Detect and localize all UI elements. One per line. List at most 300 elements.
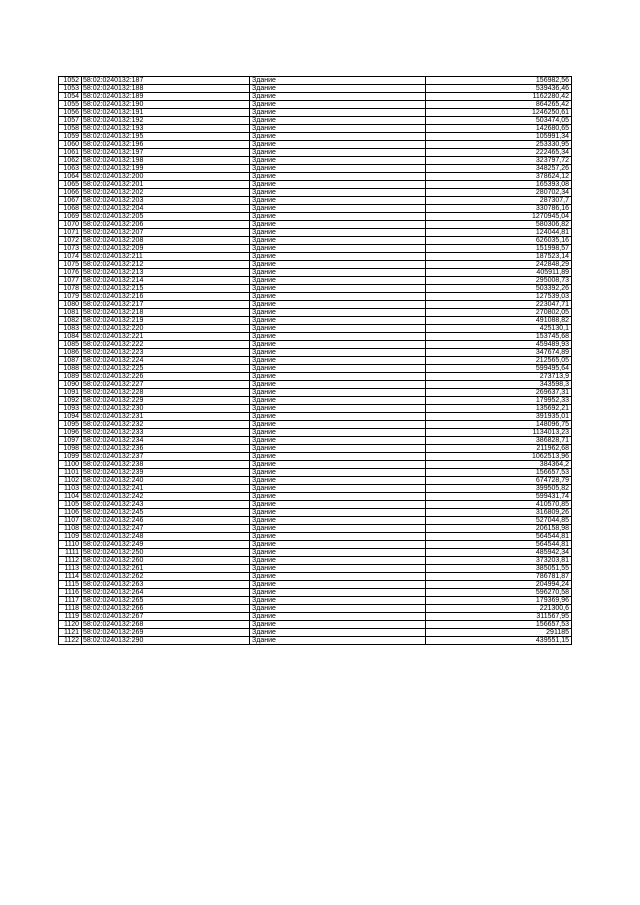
object-type-cell: Здание (250, 477, 426, 485)
cadastral-number-cell: 58:02:0240132:189 (82, 93, 250, 101)
cadastral-number-cell: 58:02:0240132:267 (82, 613, 250, 621)
table-row (59, 101, 572, 109)
cadastral-number-cell: 58:02:0240132:221 (82, 333, 250, 341)
table-row (59, 581, 572, 589)
row-number-cell: 1054 (59, 93, 82, 101)
cadastral-number-cell: 58:02:0240132:234 (82, 437, 250, 445)
object-type-cell: Здание (250, 461, 426, 469)
cadastral-value-cell: 786781,87 (426, 573, 572, 581)
row-number-cell: 1080 (59, 301, 82, 309)
table-row (59, 277, 572, 285)
row-number-cell: 1087 (59, 357, 82, 365)
cadastral-number-cell: 58:02:0240132:227 (82, 381, 250, 389)
table-row (59, 365, 572, 373)
cadastral-value-cell: 204994,24 (426, 581, 572, 589)
cadastral-value-cell: 405911,89 (426, 269, 572, 277)
table-row (59, 349, 572, 357)
table-row (59, 429, 572, 437)
object-type-cell: Здание (250, 189, 426, 197)
object-type-cell: Здание (250, 453, 426, 461)
table-row (59, 637, 572, 645)
table-row (59, 189, 572, 197)
table-row (59, 229, 572, 237)
table-row (59, 293, 572, 301)
row-number-cell: 1056 (59, 109, 82, 117)
table-row (59, 373, 572, 381)
cadastral-number-cell: 58:02:0240132:193 (82, 125, 250, 133)
row-number-cell: 1082 (59, 317, 82, 325)
object-type-cell: Здание (250, 573, 426, 581)
cadastral-number-cell: 58:02:0240132:206 (82, 221, 250, 229)
cadastral-number-cell: 58:02:0240132:219 (82, 317, 250, 325)
row-number-cell: 1063 (59, 165, 82, 173)
cadastral-value-cell: 1134013,23 (426, 429, 572, 437)
object-type-cell: Здание (250, 549, 426, 557)
table-row (59, 261, 572, 269)
cadastral-number-cell: 58:02:0240132:228 (82, 389, 250, 397)
row-number-cell: 1101 (59, 469, 82, 477)
object-type-cell: Здание (250, 253, 426, 261)
row-number-cell: 1105 (59, 501, 82, 509)
table-row (59, 541, 572, 549)
cadastral-number-cell: 58:02:0240132:224 (82, 357, 250, 365)
table-row (59, 597, 572, 605)
table-row (59, 613, 572, 621)
object-type-cell: Здание (250, 365, 426, 373)
cadastral-number-cell: 58:02:0240132:222 (82, 341, 250, 349)
cadastral-number-cell: 58:02:0240132:250 (82, 549, 250, 557)
table-row (59, 469, 572, 477)
table-row (59, 381, 572, 389)
cadastral-number-cell: 58:02:0240132:264 (82, 589, 250, 597)
row-number-cell: 1108 (59, 525, 82, 533)
cadastral-value-cell: 242848,29 (426, 261, 572, 269)
object-type-cell: Здание (250, 493, 426, 501)
object-type-cell: Здание (250, 157, 426, 165)
cadastral-value-cell: 105991,34 (426, 133, 572, 141)
row-number-cell: 1095 (59, 421, 82, 429)
cadastral-number-cell: 58:02:0240132:190 (82, 101, 250, 109)
object-type-cell: Здание (250, 405, 426, 413)
row-number-cell: 1104 (59, 493, 82, 501)
cadastral-value-cell: 599431,74 (426, 493, 572, 501)
row-number-cell: 1089 (59, 373, 82, 381)
cadastral-number-cell: 58:02:0240132:243 (82, 501, 250, 509)
table-row (59, 605, 572, 613)
table-row (59, 341, 572, 349)
row-number-cell: 1103 (59, 485, 82, 493)
cadastral-value-cell: 151998,57 (426, 245, 572, 253)
object-type-cell: Здание (250, 413, 426, 421)
row-number-cell: 1073 (59, 245, 82, 253)
cadastral-number-cell: 58:02:0240132:187 (82, 77, 250, 85)
row-number-cell: 1071 (59, 229, 82, 237)
row-number-cell: 1059 (59, 133, 82, 141)
object-type-cell: Здание (250, 525, 426, 533)
cadastral-value-cell: 270802,05 (426, 309, 572, 317)
cadastral-number-cell: 58:02:0240132:217 (82, 301, 250, 309)
row-number-cell: 1092 (59, 397, 82, 405)
table-row (59, 173, 572, 181)
table-row (59, 205, 572, 213)
cadastral-value-cell: 485942,34 (426, 549, 572, 557)
table-row (59, 357, 572, 365)
row-number-cell: 1099 (59, 453, 82, 461)
table-row (59, 325, 572, 333)
cadastral-number-cell: 58:02:0240132:249 (82, 541, 250, 549)
row-number-cell: 1121 (59, 629, 82, 637)
row-number-cell: 1085 (59, 341, 82, 349)
cadastral-number-cell: 58:02:0240132:205 (82, 213, 250, 221)
cadastral-value-cell: 674728,79 (426, 477, 572, 485)
cadastral-number-cell: 58:02:0240132:207 (82, 229, 250, 237)
object-type-cell: Здание (250, 597, 426, 605)
table-row (59, 421, 572, 429)
cadastral-value-cell: 1270945,04 (426, 213, 572, 221)
cadastral-number-cell: 58:02:0240132:261 (82, 565, 250, 573)
cadastral-value-cell: 580306,82 (426, 221, 572, 229)
object-type-cell: Здание (250, 429, 426, 437)
cadastral-number-cell: 58:02:0240132:262 (82, 573, 250, 581)
cadastral-number-cell: 58:02:0240132:196 (82, 141, 250, 149)
cadastral-value-cell: 596270,58 (426, 589, 572, 597)
cadastral-value-cell: 156982,56 (426, 77, 572, 85)
table-row (59, 493, 572, 501)
row-number-cell: 1075 (59, 261, 82, 269)
cadastral-number-cell: 58:02:0240132:188 (82, 85, 250, 93)
cadastral-number-cell: 58:02:0240132:202 (82, 189, 250, 197)
object-type-cell: Здание (250, 605, 426, 613)
cadastral-value-cell: 378624,12 (426, 173, 572, 181)
object-type-cell: Здание (250, 437, 426, 445)
cadastral-number-cell: 58:02:0240132:212 (82, 261, 250, 269)
table-row (59, 629, 572, 637)
row-number-cell: 1055 (59, 101, 82, 109)
row-number-cell: 1068 (59, 205, 82, 213)
cadastral-number-cell: 58:02:0240132:220 (82, 325, 250, 333)
object-type-cell: Здание (250, 261, 426, 269)
object-type-cell: Здание (250, 349, 426, 357)
cadastral-number-cell: 58:02:0240132:211 (82, 253, 250, 261)
cadastral-number-cell: 58:02:0240132:197 (82, 149, 250, 157)
cadastral-value-cell: 311567,95 (426, 613, 572, 621)
row-number-cell: 1110 (59, 541, 82, 549)
object-type-cell: Здание (250, 237, 426, 245)
cadastral-number-cell: 58:02:0240132:213 (82, 269, 250, 277)
row-number-cell: 1079 (59, 293, 82, 301)
table-row (59, 477, 572, 485)
table-row (59, 197, 572, 205)
object-type-cell: Здание (250, 221, 426, 229)
object-type-cell: Здание (250, 85, 426, 93)
row-number-cell: 1119 (59, 613, 82, 621)
cadastral-number-cell: 58:02:0240132:233 (82, 429, 250, 437)
object-type-cell: Здание (250, 125, 426, 133)
table-body (59, 77, 572, 645)
cadastral-number-cell: 58:02:0240132:269 (82, 629, 250, 637)
cadastral-value-cell: 221300,6 (426, 605, 572, 613)
row-number-cell: 1076 (59, 269, 82, 277)
cadastral-value-cell: 491088,82 (426, 317, 572, 325)
row-number-cell: 1064 (59, 173, 82, 181)
cadastral-value-cell: 287307,7 (426, 197, 572, 205)
cadastral-number-cell: 58:02:0240132:242 (82, 493, 250, 501)
row-number-cell: 1098 (59, 445, 82, 453)
object-type-cell: Здание (250, 565, 426, 573)
cadastral-value-cell: 206158,98 (426, 525, 572, 533)
table-row (59, 149, 572, 157)
object-type-cell: Здание (250, 101, 426, 109)
row-number-cell: 1086 (59, 349, 82, 357)
object-type-cell: Здание (250, 621, 426, 629)
row-number-cell: 1114 (59, 573, 82, 581)
cadastral-value-cell: 148096,75 (426, 421, 572, 429)
object-type-cell: Здание (250, 381, 426, 389)
table-row (59, 549, 572, 557)
cadastral-value-cell: 1062513,96 (426, 453, 572, 461)
table-row (59, 461, 572, 469)
table-row (59, 509, 572, 517)
cadastral-number-cell: 58:02:0240132:240 (82, 477, 250, 485)
cadastral-number-cell: 58:02:0240132:290 (82, 637, 250, 645)
table-row (59, 85, 572, 93)
object-type-cell: Здание (250, 109, 426, 117)
cadastral-number-cell: 58:02:0240132:268 (82, 621, 250, 629)
row-number-cell: 1093 (59, 405, 82, 413)
table-row (59, 77, 572, 85)
object-type-cell: Здание (250, 213, 426, 221)
object-type-cell: Здание (250, 77, 426, 85)
row-number-cell: 1057 (59, 117, 82, 125)
table-row (59, 93, 572, 101)
cadastral-value-cell: 373203,81 (426, 557, 572, 565)
table-row (59, 157, 572, 165)
table-row (59, 269, 572, 277)
cadastral-value-cell: 211962,68 (426, 445, 572, 453)
object-type-cell: Здание (250, 397, 426, 405)
object-type-cell: Здание (250, 277, 426, 285)
row-number-cell: 1058 (59, 125, 82, 133)
cadastral-number-cell: 58:02:0240132:215 (82, 285, 250, 293)
row-number-cell: 1112 (59, 557, 82, 565)
object-type-cell: Здание (250, 629, 426, 637)
cadastral-value-cell: 564544,81 (426, 533, 572, 541)
row-number-cell: 1102 (59, 477, 82, 485)
cadastral-value-cell: 269637,31 (426, 389, 572, 397)
object-type-cell: Здание (250, 541, 426, 549)
object-type-cell: Здание (250, 165, 426, 173)
object-type-cell: Здание (250, 341, 426, 349)
cadastral-number-cell: 58:02:0240132:223 (82, 349, 250, 357)
table-row (59, 221, 572, 229)
row-number-cell: 1066 (59, 189, 82, 197)
cadastral-value-cell: 156657,53 (426, 621, 572, 629)
cadastral-number-cell: 58:02:0240132:226 (82, 373, 250, 381)
cadastral-number-cell: 58:02:0240132:208 (82, 237, 250, 245)
table-row (59, 445, 572, 453)
cadastral-number-cell: 58:02:0240132:237 (82, 453, 250, 461)
table-row (59, 301, 572, 309)
cadastral-value-cell: 124044,81 (426, 229, 572, 237)
cadastral-number-cell: 58:02:0240132:203 (82, 197, 250, 205)
table-row (59, 165, 572, 173)
cadastral-number-cell: 58:02:0240132:225 (82, 365, 250, 373)
row-number-cell: 1052 (59, 77, 82, 85)
row-number-cell: 1096 (59, 429, 82, 437)
table-row (59, 213, 572, 221)
cadastral-number-cell: 58:02:0240132:266 (82, 605, 250, 613)
table-row (59, 501, 572, 509)
row-number-cell: 1107 (59, 517, 82, 525)
cadastral-number-cell: 58:02:0240132:201 (82, 181, 250, 189)
table-row (59, 565, 572, 573)
object-type-cell: Здание (250, 149, 426, 157)
cadastral-number-cell: 58:02:0240132:265 (82, 597, 250, 605)
cadastral-number-cell: 58:02:0240132:260 (82, 557, 250, 565)
cadastral-number-cell: 58:02:0240132:241 (82, 485, 250, 493)
object-type-cell: Здание (250, 485, 426, 493)
table-row (59, 485, 572, 493)
cadastral-number-cell: 58:02:0240132:263 (82, 581, 250, 589)
cadastral-value-cell: 156657,53 (426, 469, 572, 477)
object-type-cell: Здание (250, 141, 426, 149)
cadastral-number-cell: 58:02:0240132:238 (82, 461, 250, 469)
cadastral-number-cell: 58:02:0240132:230 (82, 405, 250, 413)
cadastral-value-cell: 187523,14 (426, 253, 572, 261)
table-row (59, 333, 572, 341)
table-row (59, 237, 572, 245)
object-type-cell: Здание (250, 509, 426, 517)
table-row (59, 437, 572, 445)
object-type-cell: Здание (250, 373, 426, 381)
cadastral-value-cell: 330786,16 (426, 205, 572, 213)
cadastral-number-cell: 58:02:0240132:199 (82, 165, 250, 173)
object-type-cell: Здание (250, 613, 426, 621)
cadastral-value-cell: 864265,42 (426, 101, 572, 109)
cadastral-number-cell: 58:02:0240132:232 (82, 421, 250, 429)
object-type-cell: Здание (250, 421, 426, 429)
cadastral-value-cell: 439551,15 (426, 637, 572, 645)
table-row (59, 125, 572, 133)
cadastral-value-cell: 385051,55 (426, 565, 572, 573)
row-number-cell: 1081 (59, 309, 82, 317)
row-number-cell: 1088 (59, 365, 82, 373)
cadastral-value-cell: 386828,71 (426, 437, 572, 445)
row-number-cell: 1113 (59, 565, 82, 573)
cadastral-value-cell: 399505,82 (426, 485, 572, 493)
cadastral-value-table (58, 76, 572, 645)
cadastral-number-cell: 58:02:0240132:247 (82, 525, 250, 533)
cadastral-value-cell: 223047,71 (426, 301, 572, 309)
cadastral-number-cell: 58:02:0240132:229 (82, 397, 250, 405)
table-row (59, 517, 572, 525)
cadastral-value-cell: 127539,03 (426, 293, 572, 301)
table-row (59, 589, 572, 597)
cadastral-value-cell: 1162280,42 (426, 93, 572, 101)
cadastral-value-cell: 291185 (426, 629, 572, 637)
object-type-cell: Здание (250, 229, 426, 237)
table-row (59, 245, 572, 253)
cadastral-value-cell: 347674,89 (426, 349, 572, 357)
row-number-cell: 1111 (59, 549, 82, 557)
table-row (59, 181, 572, 189)
cadastral-value-cell: 599495,64 (426, 365, 572, 373)
table-row (59, 621, 572, 629)
object-type-cell: Здание (250, 93, 426, 101)
table-row (59, 389, 572, 397)
cadastral-value-cell: 539436,46 (426, 85, 572, 93)
table-row (59, 285, 572, 293)
object-type-cell: Здание (250, 317, 426, 325)
cadastral-value-cell: 273713,9 (426, 373, 572, 381)
row-number-cell: 1094 (59, 413, 82, 421)
cadastral-value-cell: 503474,05 (426, 117, 572, 125)
object-type-cell: Здание (250, 309, 426, 317)
row-number-cell: 1122 (59, 637, 82, 645)
table-row (59, 533, 572, 541)
cadastral-value-cell: 459489,93 (426, 341, 572, 349)
object-type-cell: Здание (250, 197, 426, 205)
object-type-cell: Здание (250, 133, 426, 141)
row-number-cell: 1117 (59, 597, 82, 605)
object-type-cell: Здание (250, 333, 426, 341)
table-row (59, 413, 572, 421)
object-type-cell: Здание (250, 589, 426, 597)
object-type-cell: Здание (250, 245, 426, 253)
object-type-cell: Здание (250, 533, 426, 541)
row-number-cell: 1065 (59, 181, 82, 189)
cadastral-value-cell: 564544,81 (426, 541, 572, 549)
table-row (59, 557, 572, 565)
cadastral-number-cell: 58:02:0240132:214 (82, 277, 250, 285)
object-type-cell: Здание (250, 501, 426, 509)
cadastral-value-cell: 323797,72 (426, 157, 572, 165)
row-number-cell: 1069 (59, 213, 82, 221)
row-number-cell: 1115 (59, 581, 82, 589)
row-number-cell: 1084 (59, 333, 82, 341)
cadastral-number-cell: 58:02:0240132:216 (82, 293, 250, 301)
row-number-cell: 1053 (59, 85, 82, 93)
table-row (59, 453, 572, 461)
row-number-cell: 1072 (59, 237, 82, 245)
table-row (59, 405, 572, 413)
table-row (59, 525, 572, 533)
row-number-cell: 1106 (59, 509, 82, 517)
cadastral-number-cell: 58:02:0240132:231 (82, 413, 250, 421)
row-number-cell: 1060 (59, 141, 82, 149)
object-type-cell: Здание (250, 325, 426, 333)
cadastral-value-cell: 222465,34 (426, 149, 572, 157)
table-row (59, 141, 572, 149)
object-type-cell: Здание (250, 469, 426, 477)
row-number-cell: 1078 (59, 285, 82, 293)
cadastral-value-cell: 179952,33 (426, 397, 572, 405)
row-number-cell: 1070 (59, 221, 82, 229)
cadastral-number-cell: 58:02:0240132:204 (82, 205, 250, 213)
table-row (59, 573, 572, 581)
cadastral-value-cell: 425130,1 (426, 325, 572, 333)
object-type-cell: Здание (250, 181, 426, 189)
row-number-cell: 1083 (59, 325, 82, 333)
row-number-cell: 1077 (59, 277, 82, 285)
cadastral-value-cell: 626035,16 (426, 237, 572, 245)
cadastral-value-cell: 348257,26 (426, 165, 572, 173)
cadastral-value-cell: 212565,05 (426, 357, 572, 365)
table-row (59, 309, 572, 317)
row-number-cell: 1120 (59, 621, 82, 629)
cadastral-number-cell: 58:02:0240132:200 (82, 173, 250, 181)
cadastral-value-cell: 316809,26 (426, 509, 572, 517)
